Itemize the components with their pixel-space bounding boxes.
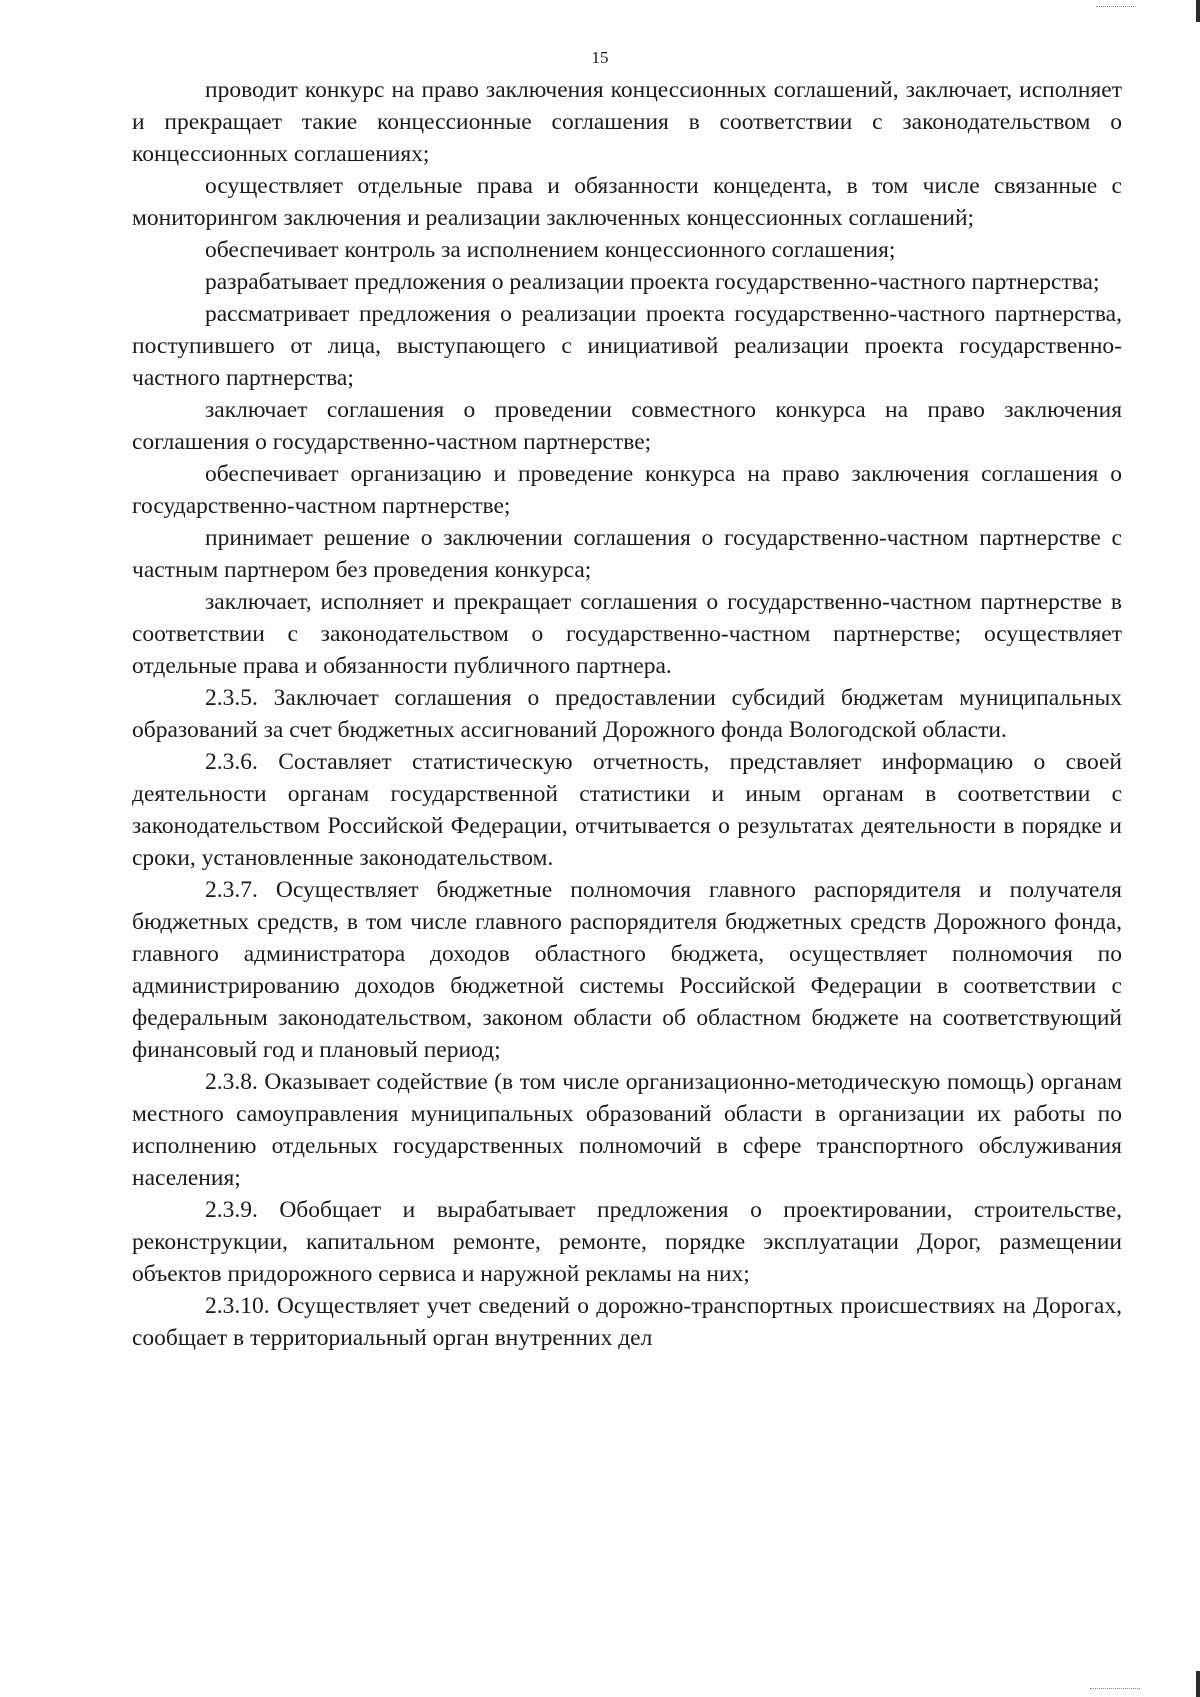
paragraph: проводит конкурс на право заключения концессионных соглашений, заключает, исполняет и прекращает такие концессионные соглашения в соответствии с законодательством о концессионных соглашениях; — [132, 77, 1122, 167]
page-number: 15 — [591, 48, 609, 67]
paragraph-2-3-10: 2.3.10. Осуществляет учет сведений о дорожно-транспортных происшествиях на Дорогах, сообщает в территориальный орган внутренних дел — [132, 1293, 1122, 1351]
paragraph-2-3-8: 2.3.8. Оказывает содействие (в том числе организационно-методическую помощь) органам местного самоуправления муниципальных образований области в организации их работы по исполнению отдельных государственных полномочий в сфере транспортного обслуживания населения; — [132, 1069, 1122, 1191]
paragraph: обеспечивает организацию и проведение конкурса на право заключения соглашения о государственно-частном партнерстве; — [132, 461, 1122, 519]
paragraph-2-3-9: 2.3.9. Обобщает и вырабатывает предложения о проектировании, строительстве, реконструкции, капитальном ремонте, ремонте, порядке эксплуатации Дорог, размещении объектов придорожного сервиса и наружной рекламы на них; — [132, 1197, 1122, 1287]
paragraph: принимает решение о заключении соглашения о государственно-частном партнерстве с частным партнером без проведения конкурса; — [132, 525, 1122, 583]
paragraph: обеспечивает контроль за исполнением концессионного соглашения; — [205, 237, 896, 263]
paragraph: заключает соглашения о проведении совместного конкурса на право заключения соглашения о государственно-частном партнерстве; — [132, 397, 1122, 455]
scan-edge-marks-bottom — [1090, 1688, 1140, 1697]
paragraph: осуществляет отдельные права и обязанности концедента, в том числе связанные с мониторингом заключения и реализации заключенных концессионных соглашений; — [132, 173, 1122, 231]
document-body — [132, 74, 1122, 1354]
paragraph-2-3-5: 2.3.5. Заключает соглашения о предоставлении субсидий бюджетам муниципальных образований за счет бюджетных ассигнований Дорожного фонда Вологодской области. — [132, 685, 1122, 743]
paragraph-2-3-7: 2.3.7. Осуществляет бюджетные полномочия главного распорядителя и получателя бюджетных средств, в том числе главного распорядителя бюджетных средств Дорожного фонда, главного администратора доходов областного бюджета, осуществляет полномочия по администрированию доходов бюджетной системы Российской Федерации в соответствии с федеральным законодательством, законом области об областном бюджете на соответствующий финансовый год и плановый период; — [132, 877, 1122, 1063]
paragraph: разрабатывает предложения о реализации проекта государственно-частного партнерства; — [205, 269, 1100, 295]
paragraph-2-3-6: 2.3.6. Составляет статистическую отчетность, представляет информацию о своей деятельности органам государственной статистики и иным органам в соответствии с законодательством Российской Федерации, отчитывается о результатах деятельности в порядке и сроки, установленные законодательством. — [132, 749, 1122, 871]
scan-edge-mark-top — [1196, 0, 1200, 22]
scan-edge-mark-bottom — [1196, 1671, 1200, 1697]
paragraph: рассматривает предложения о реализации проекта государственно-частного партнерства, поступившего от лица, выступающего с инициативой реализации проекта государственно-частного партнерства; — [132, 301, 1122, 391]
paragraph: заключает, исполняет и прекращает соглашения о государственно-частном партнерстве в соответствии с законодательством о государственно-частном партнерстве; осуществляет отдельные права и обязанности публичного партнера. — [132, 589, 1122, 679]
scan-edge-marks-top — [1096, 0, 1136, 7]
